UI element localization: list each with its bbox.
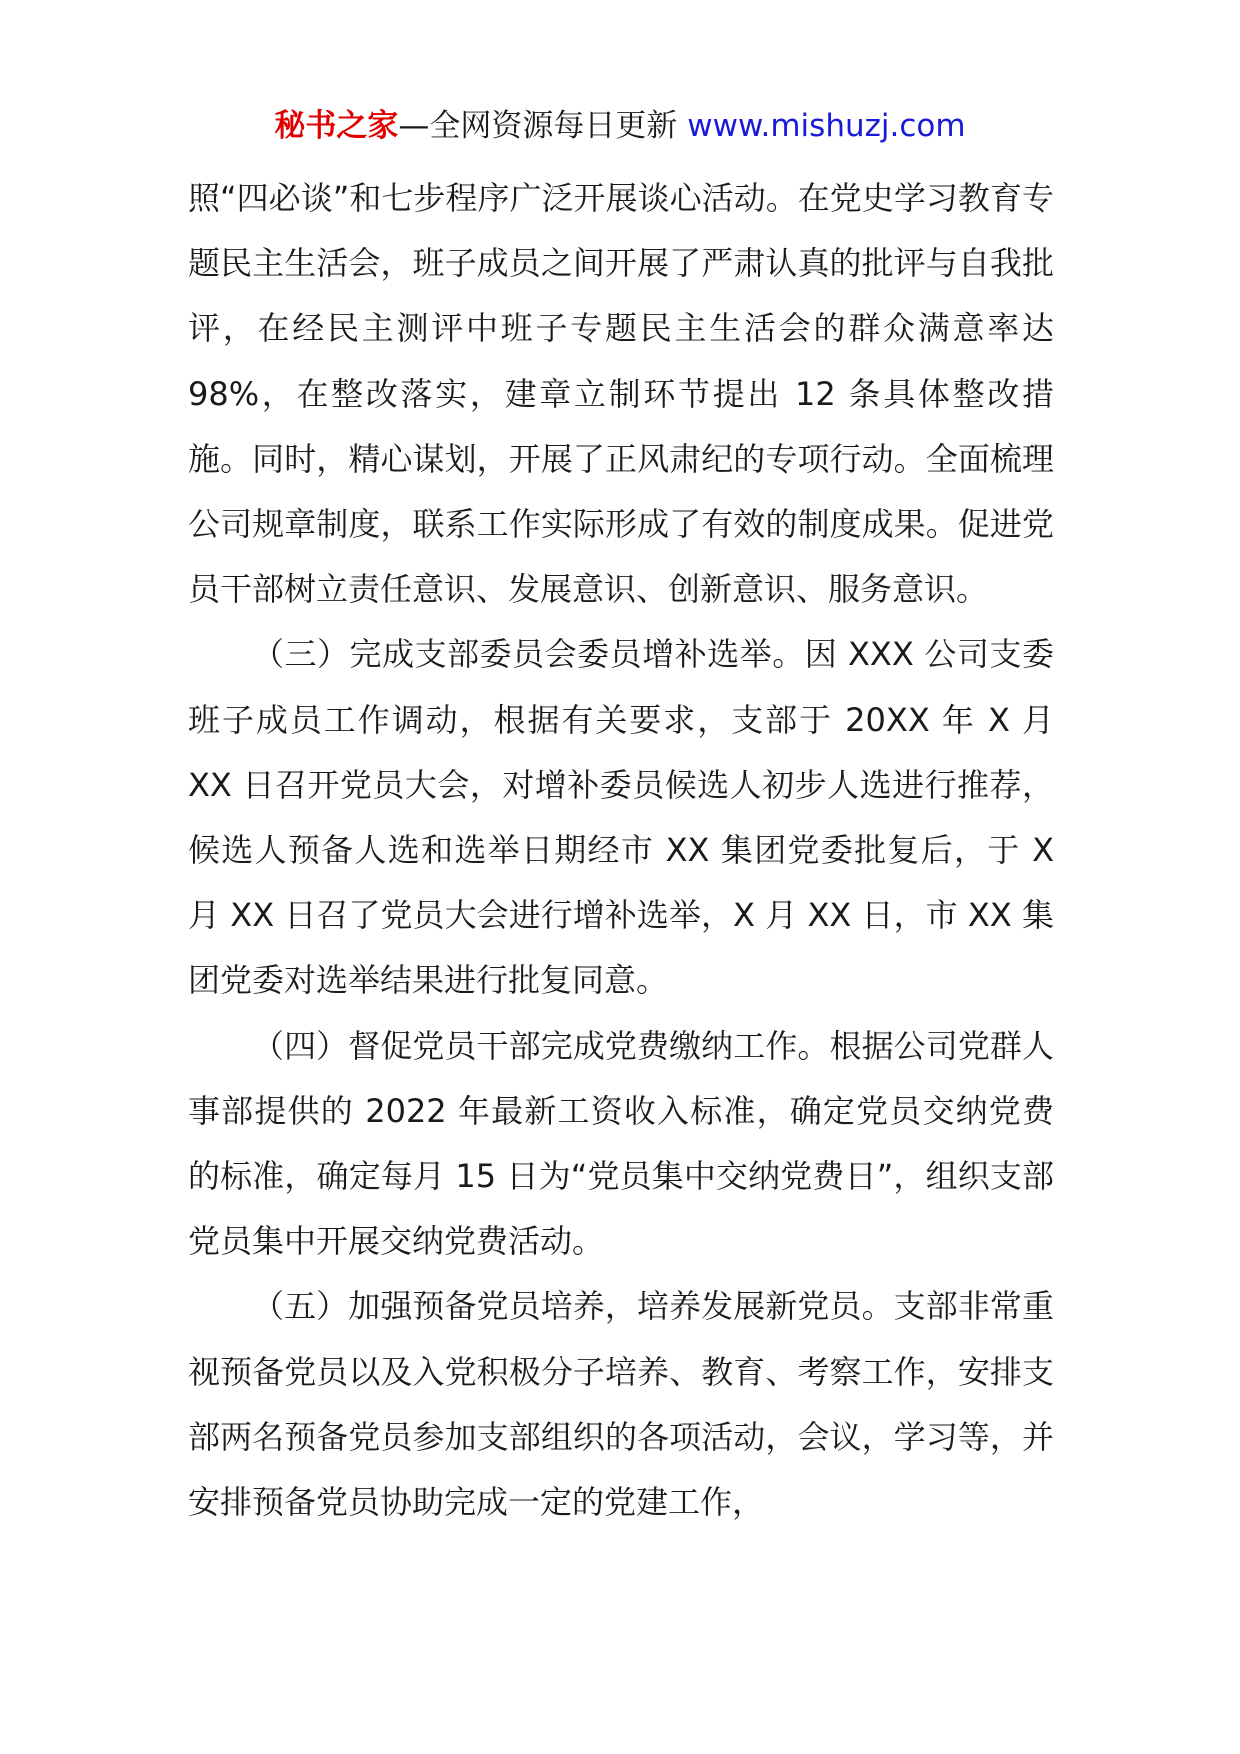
site-tagline: —全网资源每日更新 [398, 108, 688, 144]
site-brand: 秘书之家 [274, 108, 399, 144]
paragraph-section-four: （四）督促党员干部完成党费缴纳工作。根据公司党群人事部提供的 2022 年最新工资收入标准，确定党员交纳党费的标准，确定每月 15 日为“党员集中交纳党费日”，组织支部党员集中开展交纳党费活动。 [188, 1026, 1054, 1261]
paragraph-continued: 照“四必谈”和七步程序广泛开展谈心活动。在党史学习教育专题民主生活会，班子成员之间开展了严肃认真的批评与自我批评，在经民主测评中班子专题民主生活会的群众满意率达 98%，在整改落实，建章立制环节提出 12 条具体整改措施。同时，精心谋划，开展了正风肃纪的专项行动。全面梳理公司规章制度，联系工作实际形成了有效的制度成果。促进党员干部树立责任意识、发展意识、创新意识、服务意识。 [188, 179, 1054, 609]
page-header [0, 104, 1240, 148]
document-body [188, 166, 1054, 1535]
site-url-link[interactable]: www.mishuzj.com [687, 108, 966, 144]
paragraph-section-three: （三）完成支部委员会委员增补选举。因 XXX 公司支委班子成员工作调动，根据有关要求，支部于 20XX 年 X 月 XX 日召开党员大会，对增补委员候选人初步人选进行推荐，候选人预备人选和选举日期经市 XX 集团党委批复后，于 X 月 XX 日召了党员大会进行增补选举，X 月 XX 日，市 XX 集团党委对选举结果进行批复同意。 [188, 635, 1054, 1000]
paragraph-section-five: （五）加强预备党员培养，培养发展新党员。支部非常重视预备党员以及入党积极分子培养、教育、考察工作，安排支部两名预备党员参加支部组织的各项活动，会议，学习等，并安排预备党员协助完成一定的党建工作， [188, 1287, 1054, 1522]
